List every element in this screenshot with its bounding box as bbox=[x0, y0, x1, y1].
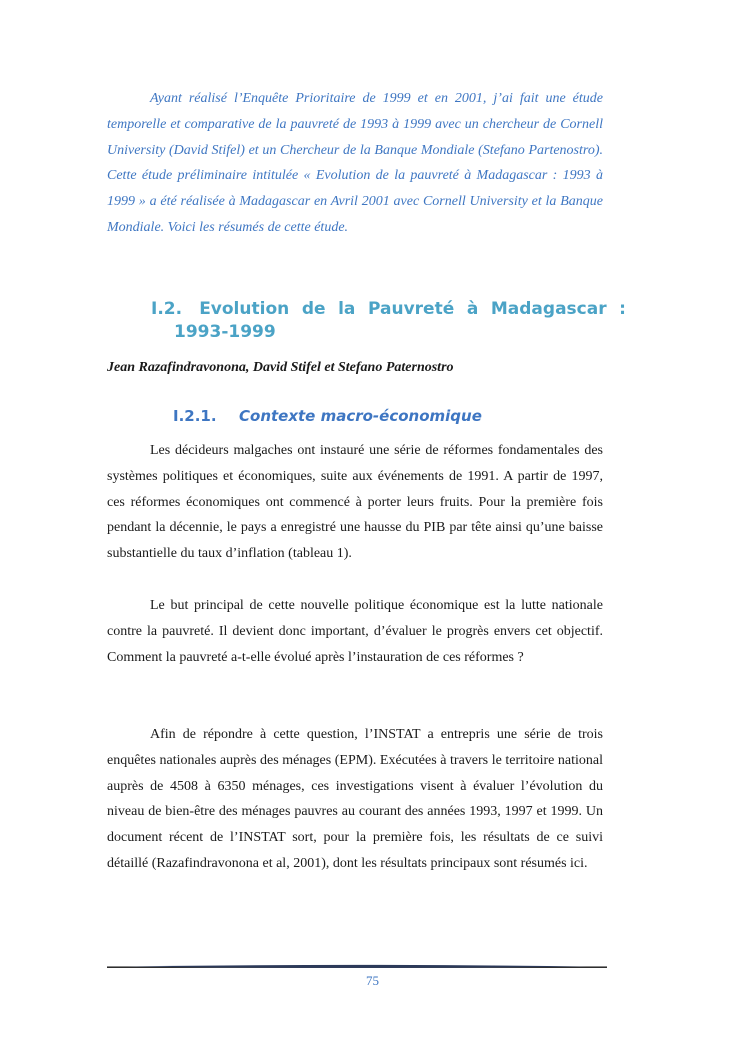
page-number: 75 bbox=[366, 973, 379, 988]
section-heading bbox=[151, 298, 626, 344]
body-paragraph-1: Les décideurs malgaches ont instauré une série de réformes fondamentales des systèmes politiques et économiques, suite aux événements de 1991. A partir de 1997, ces réformes économiques ont commencé à porter leurs fruits. Pour la première fois pendant la décennie, le pays a enregistré une hausse du PIB par tête ainsi qu’une baisse substantielle du taux d’inflation (tableau 1). bbox=[107, 443, 603, 562]
footer-divider bbox=[107, 961, 607, 973]
subsection-number: I.2.1. bbox=[173, 407, 217, 425]
body-paragraph-2: Le but principal de cette nouvelle politique économique est la lutte nationale contre la pauvreté. Il devient donc important, d’évaluer le progrès envers cet objectif. Comment la pauvreté a-t-elle évolué après l’instauration de ces réformes ? bbox=[107, 598, 603, 665]
section-title: Evolution de la Pauvreté à Madagascar : 1993-1999 bbox=[174, 299, 626, 342]
subsection-heading bbox=[173, 407, 482, 425]
intro-paragraph: Ayant réalisé l’Enquête Prioritaire de 1999 et en 2001, j’ai fait une étude temporelle et comparative de la pauvreté de 1993 à 1999 avec un chercheur de Cornell University (David Stifel) et un Chercheur de la Banque Mondiale (Stefano Partenostro). Cette étude préliminaire intitulée « Evolution de la pauvreté à Madagascar : 1993 à 1999 » a été réalisée à Madagascar en Avril 2001 avec Cornell University et la Banque Mondiale. Voici les résumés de cette étude. bbox=[107, 91, 603, 235]
section-number: I.2. bbox=[151, 299, 183, 319]
subsection-title: Contexte macro-économique bbox=[239, 407, 482, 425]
body-paragraph-3: Afin de répondre à cette question, l’INSTAT a entrepris une série de trois enquêtes nationales auprès des ménages (EPM). Exécutées à travers le territoire national auprès de 4508 à 6350 ménages, ces investigations visent à évaluer l’évolution du niveau de bien-être des ménages pauvres au courant des années 1993, 1997 et 1999. Un document récent de l’INSTAT sort, pour la première fois, les résultats de ce suivi détaillé (Razafindravonona et al, 2001), dont les résultats principaux sont résumés ici. bbox=[107, 727, 603, 871]
authors-line: Jean Razafindravonona, David Stifel et Stefano Paternostro bbox=[107, 360, 454, 375]
document-page bbox=[107, 0, 626, 1053]
